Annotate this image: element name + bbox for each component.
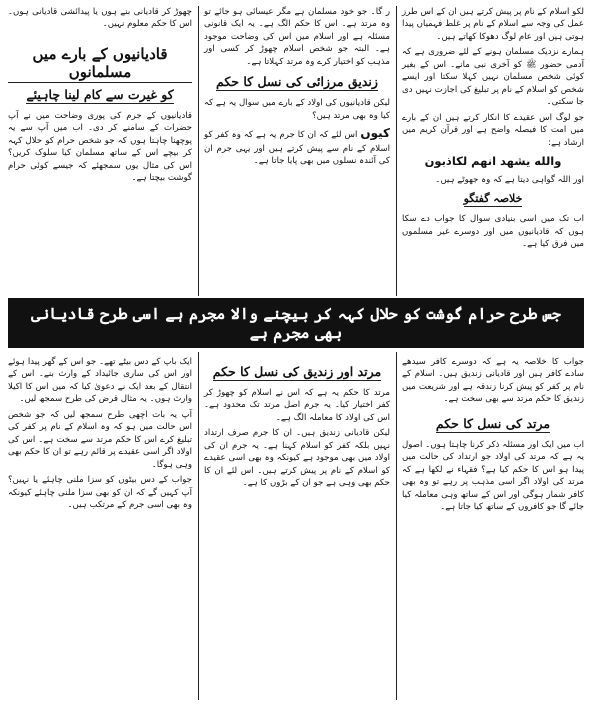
section-heading xyxy=(402,192,584,207)
article-column-left-top xyxy=(8,6,192,296)
paragraph: ہمارے نزدیک مسلمان ہونے کے لئے ضروری ہے کہ آدمی حضور ﷺ کو آخری نبی مانے۔ اس کے بغیر کوئی شخص مسلمان نہیں کہلا سکتا اور ایسے شخص کو اسلام کے نام پر تبلیغ کی اجازت نہیں دی جا سکتی۔ xyxy=(402,47,584,108)
paragraph-text: اس لئے کہ ان کا جرم یہ ہے کہ وہ کفر کو اسلام کے نام سے پیش کرتے ہیں اور یہی جرم ان کی آئندہ نسلوں میں بھی پایا جاتا ہے۔ xyxy=(204,130,390,167)
paragraph: جواب کے دس بیٹوں کو سزا ملنی چاہئے یا نہیں؟ آپ کہیں گے کہ ان کو بھی سزا ملنی چاہئے کیونکہ وہ بھی اسی جرم کے مرتکب ہیں۔ xyxy=(8,475,192,510)
section-heading-text: مرتد اور زندیق کی نسل کا حکم xyxy=(212,364,382,379)
section-heading-text: قادیانیوں کے بارے میں مسلمانوں xyxy=(8,45,192,83)
article-column-right-bottom xyxy=(402,356,584,700)
article-column-left-bottom xyxy=(8,356,192,700)
paragraph: جواب کا خلاصہ یہ ہے کہ دوسرے کافر سیدھے سادے کافر ہیں اور قادیانی زندیق ہیں۔ اسلام کے نام پر کفر کو پیش کرنا زندقہ ہے اور شریعت میں زندیق کا حکم مرتد سے بھی سخت ہے۔ xyxy=(402,357,584,405)
section-heading-text: مرتد کی نسل کا حکم xyxy=(435,415,551,431)
banner-headline: جس طرح حرام گوشت کو حلال کہہ کر بیچنے والا مجرم ہے اسی طرح قادیانی بھی مجرم ہے xyxy=(31,304,561,342)
column-divider xyxy=(198,6,199,296)
paragraph: قادیانیوں کے جرم کی پوری وضاحت میں نے آپ حضرات کے سامنے کر دی۔ اب میں آپ سے یہ پوچھنا چاہتا ہوں کہ جو شخص حرام کو حلال کہہ کر بیچے اس کے ساتھ مسلمان کیا سلوک کریں؟ اس کی مثال یوں سمجھئے کہ جیسے کوئی حرام گوشت بیچتا ہے۔ xyxy=(8,110,192,184)
section-heading-text: کو غیرت سے کام لینا چاہیئے xyxy=(26,86,174,102)
paragraph: ایک باپ کے دس بیٹے تھے۔ جو اس کے گھر پیدا ہوئے اور اس کی ساری جائیداد کے وارث بنے۔ اس کے انتقال کے بعد ایک نے دعویٰ کیا کہ میں اس کا اکیلا وارث ہوں۔ یہ مثال قرض کی طرح سمجھ لیں۔ xyxy=(8,357,192,405)
article-column-right-top xyxy=(402,6,584,296)
paragraph xyxy=(204,125,390,167)
paragraph: مرتد کا حکم یہ ہے کہ اس نے اسلام کو چھوڑ کر کفر اختیار کیا۔ یہ جرم اصل مرتد تک محدود ہے۔ اس کی اولاد کا معاملہ الگ ہے۔ xyxy=(204,388,390,423)
section-heading-text: زندیق مرزائی کی نسل کا حکم xyxy=(216,74,378,90)
section-heading xyxy=(8,45,192,83)
paragraph: لکو اسلام کے نام پر پیش کرتے ہیں ان کے اس طرز عمل کی وجہ سے اسلام کے نام پر غلط فہمیاں پیدا ہوتی ہیں اور عام لوگ دھوکا کھاتے ہیں۔ xyxy=(402,7,584,42)
paragraph: آپ یہ بات اچھی طرح سمجھ لیں کہ جو شخص اس حالت میں ہو کہ وہ اسلام کے نام پر کفر کی تبلیغ کرے اس کا حکم مرتد سے سخت ہے۔ اس کی اولاد اگر اسی عقیدے پر قائم رہے تو ان کا حکم بھی وہی ہوگا۔ xyxy=(8,409,192,470)
paragraph: جو لوگ اس عقیدے کا انکار کرتے ہیں ان کے بارے میں امت کا فیصلہ واضح ہے اور قرآن کریم میں ارشاد ہے: xyxy=(402,112,584,148)
column-divider xyxy=(396,6,397,296)
section-heading xyxy=(204,364,390,381)
emphasis-word: کیوں xyxy=(360,126,390,141)
column-divider xyxy=(198,352,199,700)
paragraph: اب میں ایک اور مسئلہ ذکر کرنا چاہتا ہوں۔ اصول یہ ہے کہ مرتد کی اولاد جو ارتداد کی حالت میں پیدا ہو اس کا حکم کیا ہے؟ فقہاء نے لکھا ہے کہ مرتد کی اولاد اگر اسی مذہب پر رہے تو وہ بھی کافر شمار ہوگی اور اس کے ساتھ وہی معاملہ کیا جائے گا جو کافروں کے ساتھ کیا جاتا ہے۔ xyxy=(402,439,584,513)
paragraph: اب تک میں اسی بنیادی سوال کا جواب دے سکا ہوں کہ قادیانیوں میں اور دوسرے غیر مسلموں میں فرق کیا ہے۔ xyxy=(402,214,584,250)
article-column-middle-top xyxy=(204,6,390,296)
section-heading xyxy=(402,416,584,433)
section-heading xyxy=(204,74,390,91)
paragraph: لیکن قادیانی زندیق ہیں۔ ان کا جرم صرف ارتداد نہیں بلکہ کفر کو اسلام کہنا ہے۔ یہ جرم ان کی اولاد میں بھی موجود ہے کیونکہ وہ بھی اسی عقیدے کو اسلام کے نام پر پیش کرتے ہیں۔ اس لئے ان کا حکم بھی وہی ہے جو ان کے بڑوں کا ہے۔ xyxy=(204,428,390,489)
article-column-middle-bottom xyxy=(204,356,390,700)
section-heading xyxy=(8,87,192,104)
quran-verse: والله يشهد انهم لكاذبون xyxy=(424,153,562,168)
paragraph: اور اللہ گواہی دیتا ہے کہ وہ جھوٹے ہیں۔ xyxy=(435,174,584,185)
headline-banner xyxy=(8,298,584,348)
paragraph: ر گا۔ جو خود مسلمان ہے مگر عیسائی ہو جائے تو وہ مرتد ہے۔ اس کا حکم الگ ہے۔ یہ ایک قانونی مسئلہ ہے اور اسلام میں اس کی وضاحت موجود ہے۔ البتہ جو شخص اسلام چھوڑ کر کسی اور مذہب کو اختیار کرے وہ مرتد کہلاتا ہے۔ xyxy=(204,7,390,67)
column-divider xyxy=(396,352,397,700)
paragraph: چھوڑ کر قادیانی بنے ہوں یا پیدائشی قادیانی ہوں۔ اس کا حکم معلوم نہیں۔ xyxy=(8,7,192,30)
section-heading-text: خلاصہ گفتگو xyxy=(464,192,523,207)
paragraph: لیکن قادیانیوں کی اولاد کے بارے میں سوال یہ ہے کہ کیا وہ بھی مرتد ہیں؟ xyxy=(204,98,390,121)
